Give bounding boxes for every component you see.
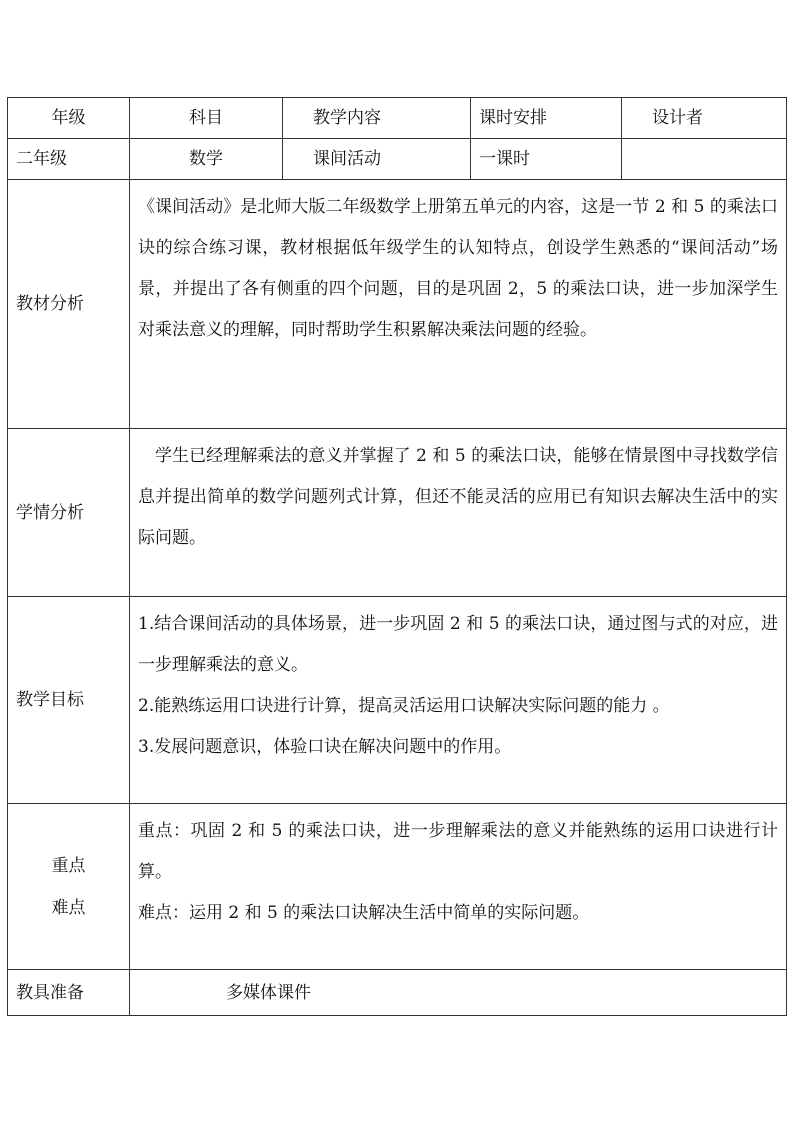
key-points-label	[8, 804, 130, 970]
materials-row	[8, 970, 787, 1016]
textbook-analysis-text: 《课间活动》是北师大版二年级数学上册第五单元的内容，这是一节 2 和 5 的乘法口诀的综合练习课，教材根据低年级学生的认知特点，创设学生熟悉的“课间活动”场景，并提出了各有侧重的四个问题，目的是巩固 2，5 的乘法口诀，进一步加深学生对乘法意义的理解，同时帮助学生积累解决乘法问题的经验。	[138, 197, 778, 340]
difficult-point-text: 难点：运用 2 和 5 的乘法口诀解决生活中简单的实际问题。	[138, 903, 590, 923]
objective-item: 2.能熟练运用口诀进行计算，提高灵活运用口诀解决实际问题的能力 。	[138, 696, 670, 716]
content-value: 课间活动	[283, 139, 471, 180]
textbook-analysis-row	[8, 180, 787, 429]
schedule-value: 一课时	[471, 139, 622, 180]
student-analysis-cell	[130, 429, 787, 597]
info-row	[8, 139, 787, 180]
difficult-label: 难点	[51, 897, 86, 918]
materials-value: 多媒体课件	[130, 970, 787, 1016]
schedule-header: 课时安排	[471, 98, 622, 139]
objectives-row	[8, 597, 787, 804]
textbook-analysis-label: 教材分析	[8, 180, 130, 429]
key-points-cell	[130, 804, 787, 970]
objectives-cell	[130, 597, 787, 804]
key-point-text: 重点：巩固 2 和 5 的乘法口诀，进一步理解乘法的意义并能熟练的运用口诀进行计算。	[138, 821, 778, 882]
lesson-plan-table	[7, 97, 787, 1016]
content-header: 教学内容	[283, 98, 471, 139]
designer-value	[622, 139, 787, 180]
subject-value: 数学	[130, 139, 283, 180]
grade-value: 二年级	[8, 139, 130, 180]
objective-item: 3.发展问题意识，体验口诀在解决问题中的作用。	[138, 737, 512, 757]
textbook-analysis-cell	[130, 180, 787, 429]
key-points-row	[8, 804, 787, 970]
objectives-label: 教学目标	[8, 597, 130, 804]
materials-label: 教具准备	[8, 970, 130, 1016]
designer-header: 设计者	[622, 98, 787, 139]
key-label: 重点	[51, 855, 86, 876]
student-analysis-text: 学生已经理解乘法的意义并掌握了 2 和 5 的乘法口诀，能够在情景图中寻找数学信息并提出简单的数学问题列式计算，但还不能灵活的应用已有知识去解决生活中的实际问题。	[138, 446, 778, 548]
student-analysis-label: 学情分析	[8, 429, 130, 597]
student-analysis-row	[8, 429, 787, 597]
grade-header: 年级	[8, 98, 130, 139]
subject-header: 科目	[130, 98, 283, 139]
header-row	[8, 98, 787, 139]
objective-item: 1.结合课间活动的具体场景，进一步巩固 2 和 5 的乘法口诀，通过图与式的对应，进一步理解乘法的意义。	[138, 614, 778, 675]
